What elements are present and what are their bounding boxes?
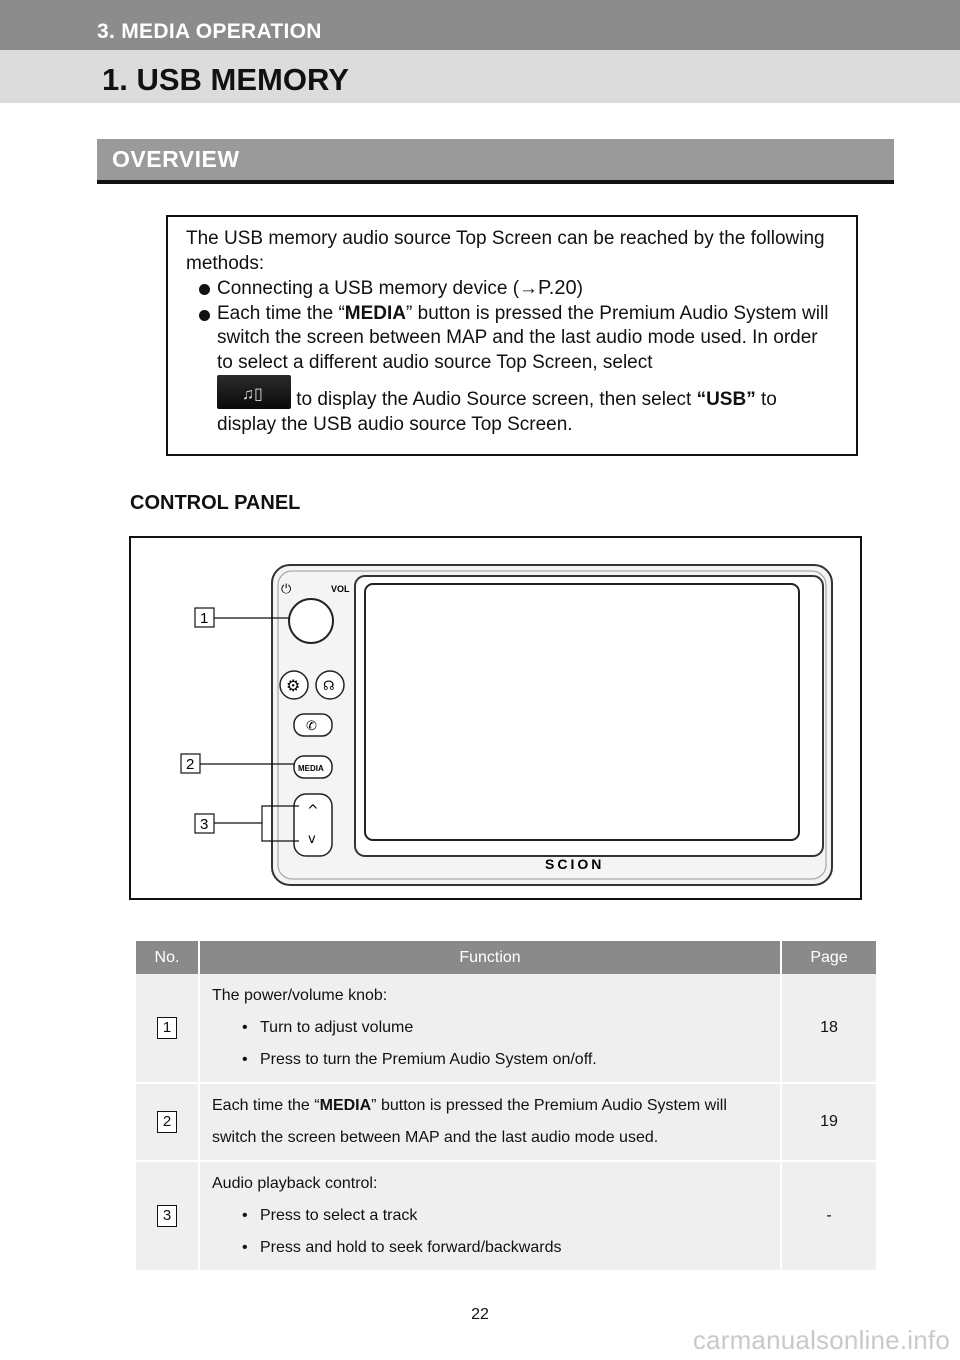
- list-item: • Press and hold to seek forward/backwards: [260, 1232, 768, 1264]
- header-page: Page: [781, 941, 876, 974]
- row-page: -: [781, 1161, 876, 1271]
- row-number: 2: [136, 1083, 199, 1161]
- head-unit-illustration: [131, 538, 860, 898]
- control-function-table: [136, 941, 876, 1272]
- row-function: Audio playback control: • Press to select a track • Press and hold to seek forward/backwards: [199, 1161, 781, 1271]
- chapter-header: [0, 50, 960, 103]
- svg-text:1: 1: [200, 610, 209, 627]
- power-icon: ⏻: [281, 582, 292, 597]
- chapter-title: 1. USB MEMORY: [102, 62, 349, 97]
- media-label: MEDIA: [298, 764, 324, 773]
- control-panel-title: CONTROL PANEL: [130, 492, 301, 514]
- watermark: carmanualsonline.info: [692, 1325, 950, 1355]
- svg-text:3: 3: [200, 816, 209, 833]
- page-reference: P.20: [538, 277, 577, 299]
- row-page: 19: [781, 1083, 876, 1161]
- list-item: • Press to select a track: [260, 1200, 768, 1232]
- table-row: [136, 974, 876, 1083]
- overview-info-box: [166, 215, 858, 456]
- phone-icon: ✆: [306, 719, 317, 734]
- voice-icon: ☊: [323, 679, 335, 694]
- table-header-row: [136, 941, 876, 974]
- brand-logo: SCION: [545, 856, 605, 872]
- row-number: 1: [136, 974, 199, 1083]
- row-function: Each time the “MEDIA” button is pressed the Premium Audio System will switch the screen between MAP and the last audio mode used.: [199, 1083, 781, 1161]
- list-item: • Press to turn the Premium Audio System on/off.: [260, 1044, 768, 1076]
- row-function: The power/volume knob: • Turn to adjust volume • Press to turn the Premium Audio System on/off.: [199, 974, 781, 1083]
- power-volume-knob: [289, 599, 333, 643]
- overview-intro: The USB memory audio source Top Screen can be reached by the following methods:: [186, 228, 825, 274]
- row-page: 18: [781, 974, 876, 1083]
- svg-text:2: 2: [186, 756, 195, 773]
- down-arrow-icon: v: [308, 832, 316, 847]
- audio-source-icon: ♫▯: [217, 375, 291, 409]
- overview-bullet-usb-device: Connecting a USB memory device (→P.20): [186, 276, 838, 302]
- table-row: [136, 1161, 876, 1271]
- control-panel-figure: [129, 536, 862, 900]
- overview-header: [97, 139, 894, 184]
- up-arrow-icon: ^: [307, 803, 319, 819]
- media-keyword: MEDIA: [344, 302, 407, 324]
- table-row: [136, 1083, 876, 1161]
- section-title: 3. MEDIA OPERATION: [97, 20, 322, 43]
- section-header: [0, 0, 960, 50]
- gear-icon: ⚙: [286, 676, 301, 695]
- overview-title: OVERVIEW: [112, 146, 240, 172]
- overview-bullet-media-button: Each time the “MEDIA” button is pressed the Premium Audio System will switch the screen between MAP and the last audio mode used. In order to select a different audio source Top Screen, select ♫▯ to display the Audio Source screen, then select “USB” to display the USB audio source Top Screen.: [186, 302, 838, 438]
- row-number: 3: [136, 1161, 199, 1271]
- ref-arrow: →: [519, 278, 539, 299]
- page-number: 22: [471, 1306, 489, 1323]
- header-no: No.: [136, 941, 199, 974]
- vol-label: VOL: [331, 584, 350, 594]
- list-item: • Turn to adjust volume: [260, 1012, 768, 1044]
- header-function: Function: [199, 941, 781, 974]
- usb-keyword: “USB”: [696, 389, 756, 410]
